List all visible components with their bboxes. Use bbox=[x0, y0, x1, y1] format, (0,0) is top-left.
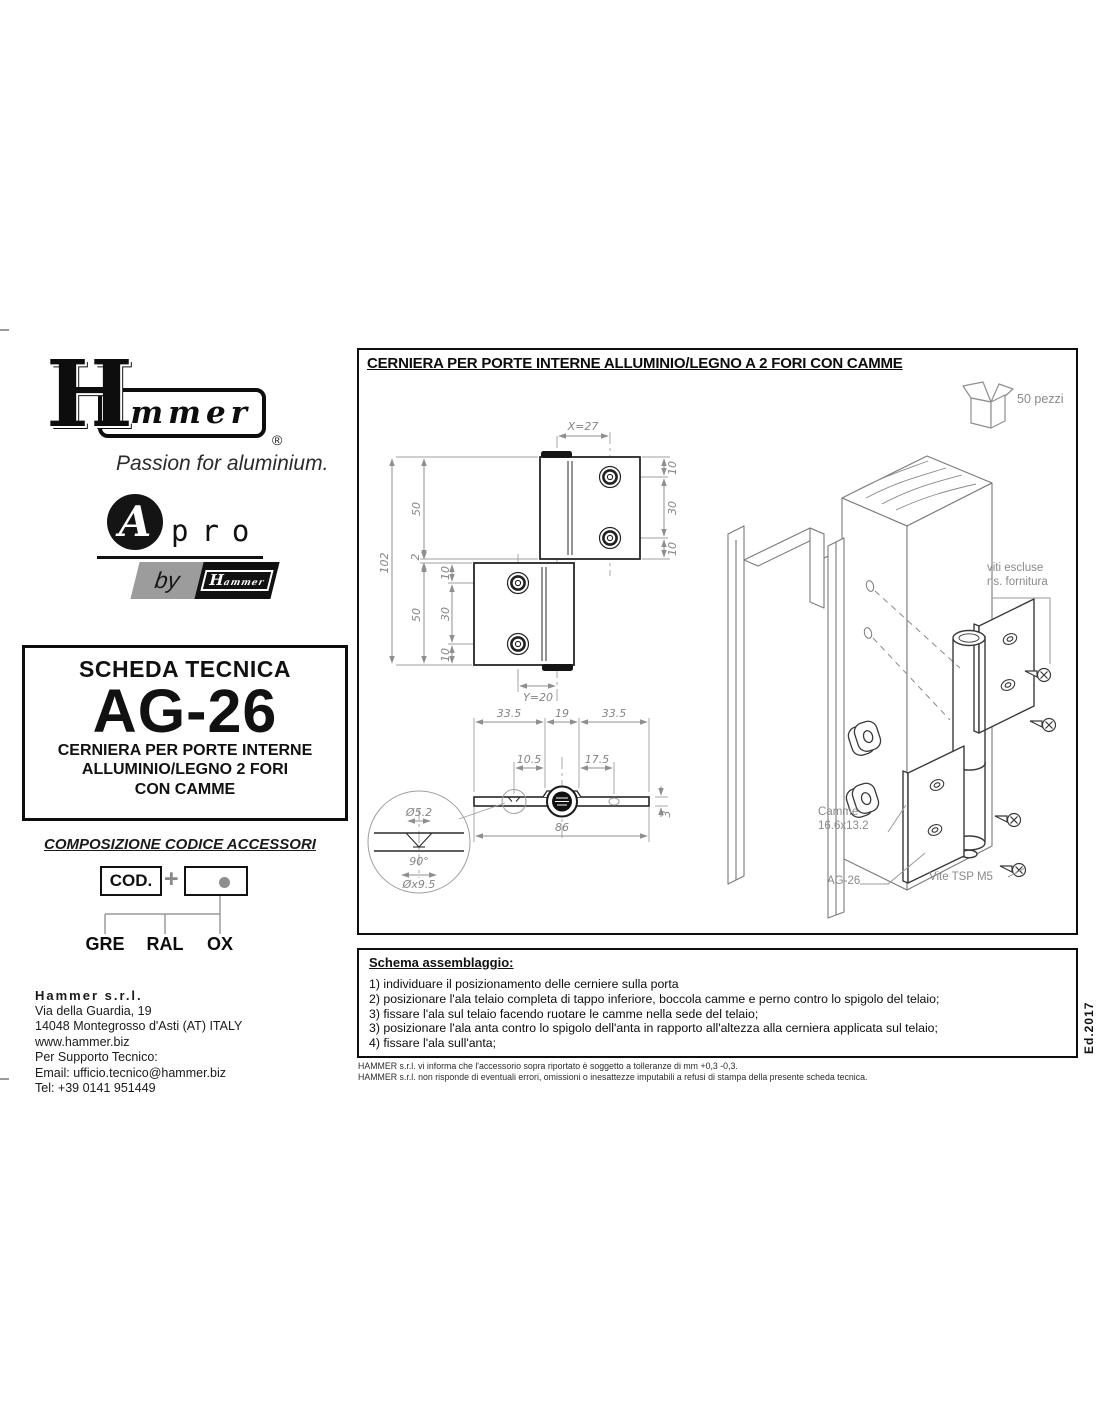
registered-mark: ® bbox=[272, 432, 283, 448]
footnote-disclaimer: HAMMER s.r.l. non risponde di eventuali errori, omissioni o inesattezze imputabili a refusi di stampa della presente scheda tecnica. bbox=[358, 1072, 868, 1082]
edition-label: Ed.2017 bbox=[1082, 1001, 1096, 1054]
drawing-panel bbox=[357, 348, 1078, 935]
drawing-panel-title: CERNIERA PER PORTE INTERNE ALLUMINIO/LEGNO A 2 FORI CON CAMME bbox=[367, 355, 903, 372]
dim-label-r10a: 10 bbox=[666, 461, 679, 475]
apro-circle-icon bbox=[107, 494, 163, 550]
cam-label bbox=[818, 805, 869, 833]
aluminium-profile bbox=[728, 526, 844, 918]
dim-label-50l: 50 bbox=[410, 608, 423, 622]
accessory-code-title: COMPOSIZIONE CODICE ACCESSORI bbox=[44, 836, 316, 853]
assembly-step-4: 3) posizionare l'ala anta contro lo spigolo dell'anta in rapporto all'altezza alla cerniera applicata sul telaio; bbox=[369, 1021, 938, 1036]
dim-label-102: 102 bbox=[378, 552, 391, 574]
assembly-step-3: 3) fissare l'ala sul telaio facendo ruotare le camme nella sede del telaio; bbox=[369, 1006, 759, 1021]
gray-dot-icon bbox=[219, 877, 230, 888]
product-desc-3: CON CAMME bbox=[134, 780, 236, 798]
finish-option-ral: RAL bbox=[146, 934, 184, 954]
dim-label-19: 19 bbox=[555, 707, 569, 720]
dim-label-x27: X=27 bbox=[567, 420, 599, 433]
dim-label-d95: Øx9.5 bbox=[402, 878, 436, 891]
product-desc-1: CERNIERA PER PORTE INTERNE bbox=[57, 741, 313, 759]
dim-label-105: 10.5 bbox=[516, 753, 542, 766]
package-box-icon bbox=[955, 376, 1017, 434]
dim-label-90deg: 90° bbox=[409, 855, 429, 868]
screws-note-line1: viti escluse bbox=[987, 562, 1044, 574]
product-desc-2: ALLUMINIO/LEGNO 2 FORI bbox=[81, 761, 289, 779]
assembly-title: Schema assemblaggio: bbox=[369, 955, 514, 970]
apro-by-hammer-rest: ammer bbox=[222, 578, 266, 588]
dim-label-r30: 30 bbox=[666, 501, 679, 515]
cam-label-line2: 16.6x13.2 bbox=[818, 820, 869, 832]
section-view-drawing bbox=[362, 702, 682, 937]
apro-by-text: by bbox=[153, 567, 182, 593]
dim-label-l30: 30 bbox=[439, 607, 452, 621]
company-name: Hammer s.r.l. bbox=[35, 988, 143, 1003]
pin-cap-bottom bbox=[542, 664, 573, 671]
apro-by-box bbox=[130, 562, 203, 599]
dimension-lines bbox=[476, 722, 661, 836]
company-email: Email: ufficio.tecnico@hammer.biz bbox=[35, 1065, 227, 1080]
dim-label-50u: 50 bbox=[410, 502, 423, 516]
finish-option-ox: OX bbox=[206, 934, 233, 954]
hammer-logo-text: ammer bbox=[105, 394, 252, 431]
cod-box: COD. bbox=[100, 866, 162, 896]
assembly-steps bbox=[369, 977, 939, 1051]
apro-by-hammer-box bbox=[194, 562, 279, 599]
front-view-drawing bbox=[362, 414, 682, 714]
dim-label-l10a: 10 bbox=[439, 566, 452, 580]
finish-box bbox=[184, 866, 248, 896]
crop-mark bbox=[0, 329, 9, 331]
dim-label-d52: Ø5.2 bbox=[405, 806, 433, 819]
apro-a: A bbox=[118, 497, 152, 546]
dim-label-175: 17.5 bbox=[584, 753, 610, 766]
plus-sign: + bbox=[164, 865, 179, 893]
dim-label-y20: Y=20 bbox=[523, 691, 553, 704]
apro-by-hammer-h: H bbox=[207, 571, 226, 589]
apro-by-hammer-logo bbox=[201, 570, 274, 591]
screws-note bbox=[987, 561, 1048, 589]
apro-logo bbox=[95, 488, 285, 613]
assembly-step-5: 4) fissare l'ala sull'anta; bbox=[369, 1036, 497, 1051]
package-qty-label: 50 pezzi bbox=[1017, 392, 1064, 406]
apro-underline bbox=[97, 556, 263, 559]
crop-mark bbox=[0, 1078, 9, 1080]
cam-label-line1: Camme bbox=[818, 806, 859, 818]
company-phone: Tel: +39 0141 951449 bbox=[35, 1081, 156, 1095]
assembly-step-2: 2) posizionare l'ala telaio completa di tappo inferiore, boccola camme e perno contro lo spigolo del telaio; bbox=[369, 991, 940, 1006]
exploded-view-drawing bbox=[692, 428, 1087, 928]
dim-label-l10b: 10 bbox=[439, 648, 452, 662]
dim-label-2: 2 bbox=[409, 553, 422, 561]
dim-label-335b: 33.5 bbox=[601, 707, 627, 720]
product-code: AG-26 bbox=[92, 677, 278, 745]
brand-tagline: Passion for aluminium. bbox=[116, 452, 329, 475]
hammer-logo-h: H bbox=[46, 340, 133, 448]
assembly-box bbox=[357, 948, 1078, 1058]
finish-option-gre: GRE bbox=[85, 934, 125, 954]
tech-sheet-label: SCHEDA TECNICA bbox=[79, 656, 291, 682]
dim-label-86: 86 bbox=[555, 821, 569, 834]
extension-lines bbox=[474, 718, 668, 842]
footnote-tolerances: HAMMER s.r.l. vi informa che l'accessorio sopra riportato è soggetto a tolleranze di mm +0,3 -0,3. bbox=[358, 1061, 738, 1071]
dim-label-r10b: 10 bbox=[666, 542, 679, 556]
code-bracket-lines bbox=[60, 896, 300, 936]
apro-pro: pro bbox=[171, 514, 263, 548]
screws-note-line2: ns. fornitura bbox=[987, 576, 1048, 588]
dim-label-335a: 33.5 bbox=[496, 707, 522, 720]
pin-cap-top bbox=[541, 451, 572, 458]
company-address bbox=[35, 988, 242, 1097]
company-street: Via della Guardia, 19 bbox=[35, 1003, 152, 1018]
accessory-code-diagram bbox=[60, 862, 300, 962]
screw-type-label: Vite TSP M5 bbox=[929, 871, 993, 883]
product-callout: AG-26 bbox=[827, 875, 861, 887]
company-website: www.hammer.biz bbox=[35, 1034, 130, 1049]
dim-label-3: 3 bbox=[660, 810, 673, 818]
hammer-logo bbox=[40, 340, 330, 480]
company-city: 14048 Montegrosso d'Asti (AT) ITALY bbox=[35, 1019, 243, 1033]
assembly-step-1: 1) individuare il posizionamento delle cerniere sulla porta bbox=[369, 977, 679, 991]
company-support: Per Supporto Tecnico: bbox=[35, 1050, 158, 1064]
tech-sheet-box bbox=[22, 645, 348, 821]
